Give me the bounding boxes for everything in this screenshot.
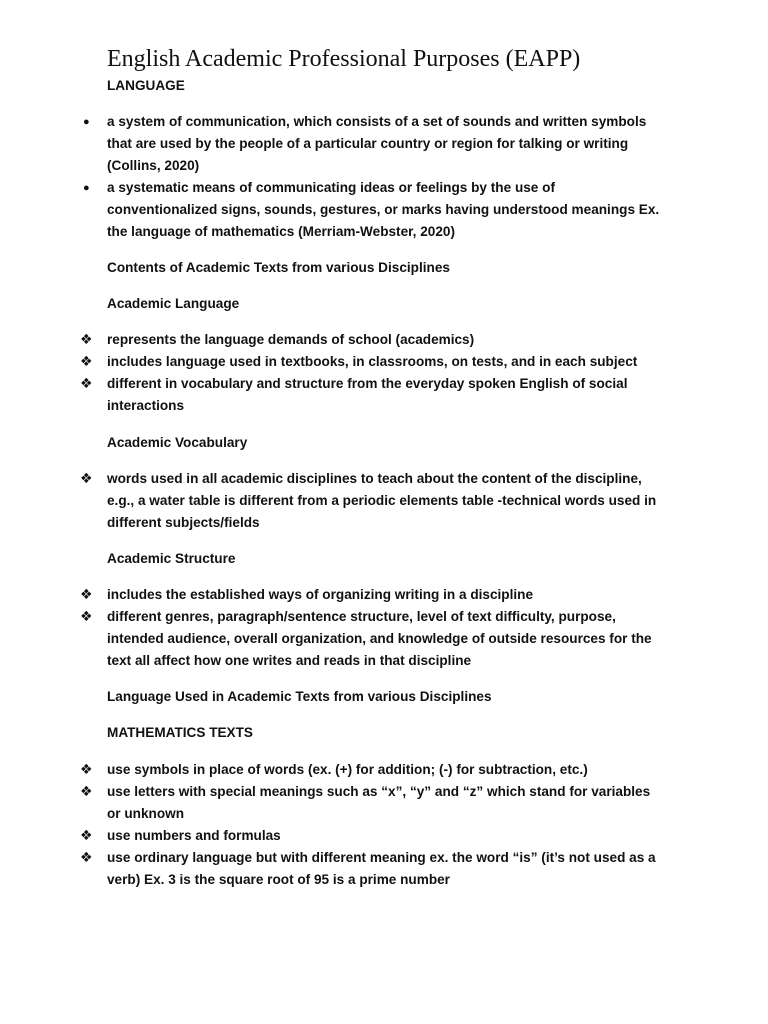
list-item-text: use symbols in place of words (ex. (+) for addition; (-) for subtraction, etc.) (107, 762, 588, 777)
academic-structure-list (0, 584, 768, 672)
list-item-text: a systematic means of communicating ideas or feelings by the use of conventionalized signs, sounds, gestures, or marks having understood meanings Ex. the language of mathematics (Merriam-Webster, 2020) (107, 180, 660, 239)
diamond-bullet-icon: ❖ (80, 762, 93, 778)
diamond-bullet-icon: ❖ (80, 332, 93, 348)
list-item (0, 111, 667, 177)
academic-language-list (0, 329, 768, 417)
list-item (0, 584, 667, 606)
list-item (0, 847, 667, 891)
section-heading-contents: Contents of Academic Texts from various Disciplines (107, 260, 450, 275)
diamond-bullet-icon: ❖ (80, 828, 93, 844)
list-item (0, 373, 667, 417)
section-heading-academic-structure: Academic Structure (107, 551, 236, 566)
list-item (0, 825, 667, 847)
list-item-text: a system of communication, which consists of a set of sounds and written symbols that are used by the people of a particular country or region for talking or writing (Collins, 2020) (107, 114, 647, 173)
list-item (0, 781, 667, 825)
diamond-bullet-icon: ❖ (80, 784, 93, 800)
list-item-text: different in vocabulary and structure from the everyday spoken English of social interactions (107, 376, 628, 413)
academic-vocabulary-list (0, 468, 768, 534)
section-heading-academic-language: Academic Language (107, 296, 240, 311)
diamond-bullet-icon: ❖ (80, 376, 93, 392)
list-item (0, 177, 667, 243)
diamond-bullet-icon: ❖ (80, 471, 93, 487)
list-item-text: words used in all academic disciplines to teach about the content of the discipline, e.g., a water table is different from a periodic elements table -technical words used in different subjects/fields (107, 471, 657, 530)
diamond-bullet-icon: ❖ (80, 354, 93, 370)
section-heading-mathematics-texts: MATHEMATICS TEXTS (107, 725, 253, 740)
list-item-text: different genres, paragraph/sentence structure, level of text difficulty, purpose, intended audience, overall organization, and knowledge of outside resources for the text all affect how one writes and reads in that discipline (107, 609, 652, 668)
document-title: English Academic Professional Purposes (EAPP) (107, 46, 581, 72)
list-item (0, 468, 667, 534)
list-item-text: includes the established ways of organizing writing in a discipline (107, 587, 534, 602)
list-item-text: represents the language demands of school (academics) (107, 332, 475, 347)
diamond-bullet-icon: ❖ (80, 850, 93, 866)
list-item-text: use numbers and formulas (107, 828, 281, 843)
list-item (0, 351, 667, 373)
section-heading-academic-vocabulary: Academic Vocabulary (107, 435, 248, 450)
section-heading-language-used: Language Used in Academic Texts from various Disciplines (107, 689, 492, 704)
list-item (0, 329, 667, 351)
list-item (0, 759, 667, 781)
list-item-text: includes language used in textbooks, in classrooms, on tests, and in each subject (107, 354, 638, 369)
diamond-bullet-icon: ❖ (80, 587, 93, 603)
diamond-bullet-icon: ❖ (80, 609, 93, 625)
bullet-icon: ● (83, 182, 90, 194)
list-item-text: use letters with special meanings such as “x”, “y” and “z” which stand for variables or unknown (107, 784, 651, 821)
list-item-text: use ordinary language but with different meaning ex. the word “is” (it’s not used as a verb) Ex. 3 is the square root of 95 is a prime number (107, 850, 656, 887)
bullet-icon: ● (83, 116, 90, 128)
list-item (0, 606, 667, 672)
mathematics-texts-list (0, 759, 768, 891)
section-heading-language: LANGUAGE (107, 78, 185, 93)
language-definitions-list (0, 111, 768, 243)
